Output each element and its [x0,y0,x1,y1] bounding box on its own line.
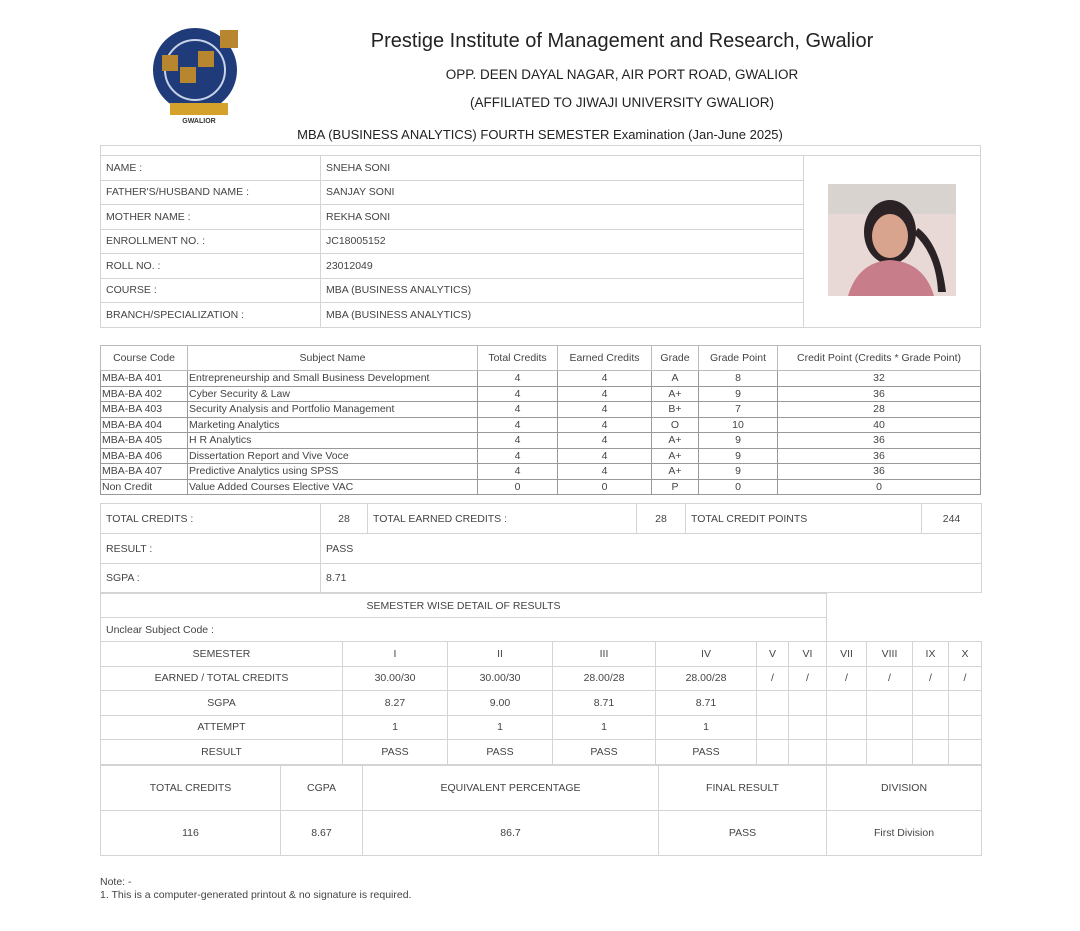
earned-credits-value: 28 [637,504,686,534]
semester-cell [949,740,982,765]
exam-title: MBA (BUSINESS ANALYTICS) FOURTH SEMESTER Examination (Jan-June 2025) [297,127,783,142]
row-label: EARNED / TOTAL CREDITS [101,666,343,691]
institute-logo [150,25,250,127]
semester-row [101,666,982,691]
semester-cell [827,740,867,765]
semester-cell [913,691,949,716]
field-value: 23012049 [321,254,804,279]
semester-cell: VIII [867,642,913,667]
final-header: CGPA [281,766,363,811]
total-credits: 4 [478,386,558,402]
course-row [101,386,981,402]
semester-row [101,740,982,765]
field-label: BRANCH/SPECIALIZATION : [101,303,321,328]
semester-row [101,715,982,740]
semester-cell [827,691,867,716]
grade-point: 9 [699,386,778,402]
field-label: ROLL NO. : [101,254,321,279]
unclear-subject-code: Unclear Subject Code : [101,618,827,642]
course-row [101,464,981,480]
sgpa-label: SGPA : [101,564,321,593]
semester-cell [757,691,789,716]
row-label: SGPA [101,691,343,716]
course-code: MBA-BA 406 [101,448,188,464]
note-line: 1. This is a computer-generated printout & no signature is required. [100,889,412,901]
total-credits: 0 [478,479,558,495]
earned-credits: 4 [558,371,652,387]
earned-credits: 0 [558,479,652,495]
semester-cell: PASS [448,740,553,765]
semester-cell [949,691,982,716]
institute-address: OPP. DEEN DAYAL NAGAR, AIR PORT ROAD, GWALIOR [445,67,799,82]
semester-cell: PASS [656,740,757,765]
grade: A [652,371,699,387]
credit-point: 32 [778,371,981,387]
semester-cell [913,740,949,765]
row-label: RESULT [101,740,343,765]
grade: A+ [652,464,699,480]
semester-cell: 28.00/28 [553,666,656,691]
course-code: MBA-BA 402 [101,386,188,402]
field-label: MOTHER NAME : [101,205,321,230]
semester-cell: V [757,642,789,667]
course-grades-table [100,345,981,495]
course-code: MBA-BA 407 [101,464,188,480]
semester-cell: 8.71 [553,691,656,716]
earned-credits: 4 [558,417,652,433]
field-value: MBA (BUSINESS ANALYTICS) [321,303,804,328]
student-info-row [101,156,981,181]
course-row [101,402,981,418]
semester-cell [949,715,982,740]
total-credits: 4 [478,417,558,433]
row-label: SEMESTER [101,642,343,667]
field-value: SNEHA SONI [321,156,804,181]
total-credits: 4 [478,433,558,449]
course-code: MBA-BA 405 [101,433,188,449]
column-header: Course Code [101,346,188,371]
grade-point: 9 [699,464,778,480]
grade: P [652,479,699,495]
semester-cell: 1 [553,715,656,740]
grade-point: 8 [699,371,778,387]
subject-name: H R Analytics [188,433,478,449]
semester-cell: 1 [448,715,553,740]
total-credits-label: TOTAL CREDITS : [101,504,321,534]
field-value: SANJAY SONI [321,180,804,205]
semester-row [101,691,982,716]
column-header: Grade Point [699,346,778,371]
total-credits: 4 [478,464,558,480]
semester-cell: / [867,666,913,691]
semester-cell [789,740,827,765]
subject-name: Marketing Analytics [188,417,478,433]
column-header: Subject Name [188,346,478,371]
semester-cell: IV [656,642,757,667]
credit-point: 40 [778,417,981,433]
earned-credits: 4 [558,386,652,402]
semester-cell [913,715,949,740]
credit-points-label: TOTAL CREDIT POINTS [686,504,922,534]
svg-text:GWALIOR: GWALIOR [182,118,216,125]
semester-row [101,642,982,667]
credit-point: 36 [778,433,981,449]
course-row [101,479,981,495]
semester-cell: 28.00/28 [656,666,757,691]
semester-cell: 8.27 [343,691,448,716]
semester-cell: VII [827,642,867,667]
field-label: NAME : [101,156,321,181]
credit-point: 0 [778,479,981,495]
grade-point: 0 [699,479,778,495]
final-header: FINAL RESULT [659,766,827,811]
semester-cell: 30.00/30 [448,666,553,691]
student-info-table [100,145,981,328]
semester-section-title: SEMESTER WISE DETAIL OF RESULTS [101,594,827,618]
semester-cell: VI [789,642,827,667]
affiliation: (AFFILIATED TO JIWAJI UNIVERSITY GWALIOR) [469,95,775,110]
column-header: Total Credits [478,346,558,371]
semester-cell [867,691,913,716]
semester-cell: / [789,666,827,691]
course-code: MBA-BA 404 [101,417,188,433]
field-value: MBA (BUSINESS ANALYTICS) [321,278,804,303]
grade-point: 9 [699,433,778,449]
column-header: Credit Point (Credits * Grade Point) [778,346,981,371]
credit-point: 36 [778,448,981,464]
column-header: Grade [652,346,699,371]
credit-point: 28 [778,402,981,418]
total-credits-value: 28 [321,504,368,534]
total-credits: 4 [478,402,558,418]
student-photo-cell [804,156,981,328]
semester-cell [757,715,789,740]
field-label: ENROLLMENT NO. : [101,229,321,254]
final-result-table [100,765,982,856]
field-value: REKHA SONI [321,205,804,230]
grade: O [652,417,699,433]
course-row [101,417,981,433]
grade-point: 9 [699,448,778,464]
semester-cell [757,740,789,765]
subject-name: Value Added Courses Elective VAC [188,479,478,495]
earned-credits: 4 [558,464,652,480]
field-label: COURSE : [101,278,321,303]
earned-credits: 4 [558,402,652,418]
semester-cell: PASS [343,740,448,765]
subject-name: Predictive Analytics using SPSS [188,464,478,480]
semester-cell: 9.00 [448,691,553,716]
semester-cell: PASS [553,740,656,765]
total-credits: 4 [478,371,558,387]
subject-name: Cyber Security & Law [188,386,478,402]
credit-point: 36 [778,464,981,480]
semester-cell: / [949,666,982,691]
semester-cell [789,691,827,716]
semester-cell: 30.00/30 [343,666,448,691]
semester-cell: / [913,666,949,691]
subject-name: Security Analysis and Portfolio Management [188,402,478,418]
earned-credits-label: TOTAL EARNED CREDITS : [368,504,637,534]
note-title: Note: - [100,876,132,888]
course-code: MBA-BA 403 [101,402,188,418]
course-row [101,371,981,387]
semester-cell [867,740,913,765]
result-label: RESULT : [101,534,321,564]
final-header: DIVISION [827,766,982,811]
sgpa-value: 8.71 [321,564,982,593]
semester-cell: III [553,642,656,667]
final-value: PASS [659,811,827,856]
final-value: 116 [101,811,281,856]
semester-cell: 1 [343,715,448,740]
final-value: 86.7 [363,811,659,856]
semester-cell: 8.71 [656,691,757,716]
row-label: ATTEMPT [101,715,343,740]
semester-cell [827,715,867,740]
credit-point: 36 [778,386,981,402]
subject-name: Dissertation Report and Vive Voce [188,448,478,464]
column-header: Earned Credits [558,346,652,371]
totals-table [100,503,982,593]
student-photo [828,184,956,296]
semester-cell: X [949,642,982,667]
field-label: FATHER'S/HUSBAND NAME : [101,180,321,205]
semester-cell: I [343,642,448,667]
final-header: EQUIVALENT PERCENTAGE [363,766,659,811]
course-row [101,448,981,464]
grade-point: 7 [699,402,778,418]
semester-cell: II [448,642,553,667]
course-code: MBA-BA 401 [101,371,188,387]
semester-cell [867,715,913,740]
final-header: TOTAL CREDITS [101,766,281,811]
grade: A+ [652,448,699,464]
semester-results-table [100,593,982,765]
grade: A+ [652,433,699,449]
grade: B+ [652,402,699,418]
final-value: 8.67 [281,811,363,856]
earned-credits: 4 [558,433,652,449]
grade: A+ [652,386,699,402]
grade-point: 10 [699,417,778,433]
institute-name: Prestige Institute of Management and Research, Gwalior [370,30,874,52]
semester-cell: IX [913,642,949,667]
semester-cell: 1 [656,715,757,740]
semester-cell: / [757,666,789,691]
final-value: First Division [827,811,982,856]
total-credits: 4 [478,448,558,464]
semester-cell [789,715,827,740]
earned-credits: 4 [558,448,652,464]
course-row [101,433,981,449]
field-value: JC18005152 [321,229,804,254]
result-value: PASS [321,534,982,564]
credit-points-value: 244 [922,504,982,534]
subject-name: Entrepreneurship and Small Business Development [188,371,478,387]
semester-cell: / [827,666,867,691]
course-code: Non Credit [101,479,188,495]
